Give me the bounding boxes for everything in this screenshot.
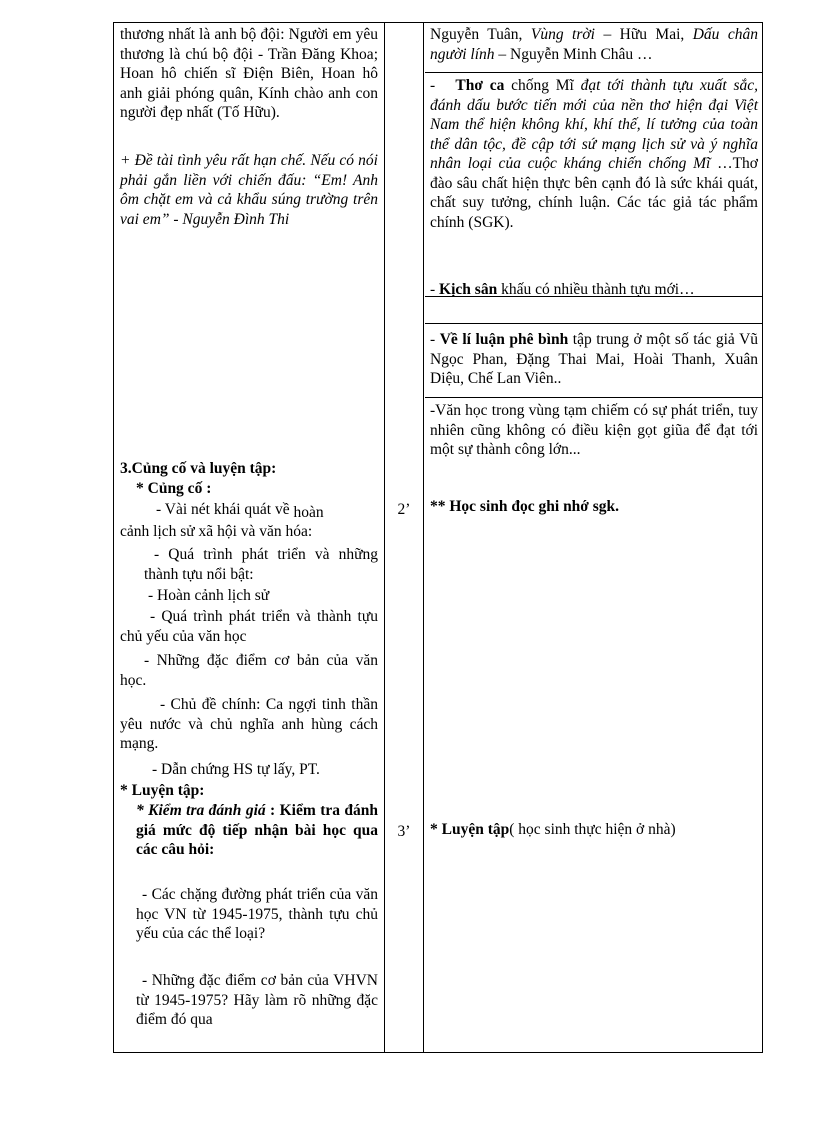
ghi-nho-note: ** Học sinh đọc ghi nhớ sgk. [430, 498, 620, 515]
right-paragraph-kich: - Kịch sân khấu có nhiều thành tựu mới… [430, 281, 695, 298]
row-divider [425, 323, 763, 324]
left-column [114, 23, 384, 1052]
right-paragraph-vung-tam-chiem: -Văn học trong vùng tạm chiếm có sự phát triển, tuy nhiên cũng không có điều kiện gọt giũa để đạt tới một sự thành công lớn... [430, 402, 758, 458]
cungco-item-3: - Hoàn cảnh lịch sử [148, 587, 270, 604]
time-luyentap: 3’ [397, 823, 411, 840]
cungco-item-6: - Chủ đề chính: Ca ngợi tinh thần yêu nước và chủ nghĩa anh hùng cách mạng. [120, 696, 378, 752]
right-paragraph-tho-ca: - Thơ ca chống Mĩ đạt tới thành tựu xuất sắc, đánh dấu bước tiến mới của nền thơ hiện đại Việt Nam thể hiện không khí, khí thế, lí tưởng của toàn thể dân tộc, đề cập tới sứ mạng lịch sử và ý nghĩa nhân loại của cuộc kháng chiến chống Mĩ …Thơ đào sâu chất hiện thực bên cạnh đó là sức khái quát, chất suy tưởng, chính luận. Các tác giả tác phẩm chính (SGK). [430, 77, 759, 231]
lesson-table [113, 22, 763, 1053]
row-divider [425, 72, 763, 73]
row-divider [425, 296, 763, 297]
left-paragraph-1: thương nhất là anh bộ đội: Người em yêu thương là chú bộ đội - Trần Đăng Khoa; Hoan hô chiến sĩ Điện Biên, Hoan hô anh giải phóng quân, Kính chào anh con người đẹp nhất (Tố Hữu). [120, 26, 378, 121]
left-paragraph-2: + Đề tài tình yêu rất hạn chế. Nếu có nói phải gắn liền với chiến đấu: “Em! Anh ôm chặt em và cả khẩu súng trường trên vai em” - Nguyễn Đình Thi [120, 152, 378, 228]
luyentap-title: * Luyện tập: [120, 782, 205, 799]
row-divider [425, 397, 763, 398]
cungco-item-4: - Quá trình phát triển và thành tựu chủ yếu của văn học [120, 608, 378, 645]
right-paragraph-ly-luan: - Về lí luận phê bình tập trung ở một số tác giả Vũ Ngọc Phan, Đặng Thai Mai, Hoài Thanh, Xuân Diệu, Chế Lan Viên.. [430, 331, 759, 387]
section-3-title: 3.Củng cố và luyện tập: [120, 460, 277, 477]
cungco-item-1-cont: cảnh lịch sử xã hội và văn hóa: [120, 523, 313, 540]
time-column [385, 23, 423, 1052]
right-paragraph-1: Nguyễn Tuân, Vùng trời – Hữu Mai, Dấu chân người lính – Nguyễn Minh Châu … [430, 26, 759, 63]
cungco-item-1: - Vài nét khái quát về hoàn [156, 501, 324, 521]
question-2: - Những đặc điểm cơ bản của VHVN từ 1945-1975? Hãy làm rõ những đặc điểm đó qua [136, 972, 378, 1028]
luyen-tap-note: * Luyện tập( học sinh thực hiện ở nhà) [430, 821, 676, 838]
kiem-tra-danh-gia: * Kiểm tra đánh giá : Kiểm tra đánh giá mức độ tiếp nhận bài học qua các câu hỏi: [136, 802, 379, 858]
time-cungco: 2’ [397, 501, 411, 518]
cungco-item-7: - Dẫn chứng HS tự lấy, PT. [152, 761, 320, 778]
cungco-title: * Củng cố : [136, 480, 212, 497]
cungco-item-2: - Quá trình phát triển và những thành tựu nổi bật: [144, 546, 378, 583]
right-column [424, 23, 764, 1052]
cungco-item-5: - Những đặc điểm cơ bản của văn học. [120, 652, 378, 689]
question-1: - Các chặng đường phát triển của văn học VN từ 1945-1975, thành tựu chủ yếu của các thể loại? [136, 886, 378, 942]
